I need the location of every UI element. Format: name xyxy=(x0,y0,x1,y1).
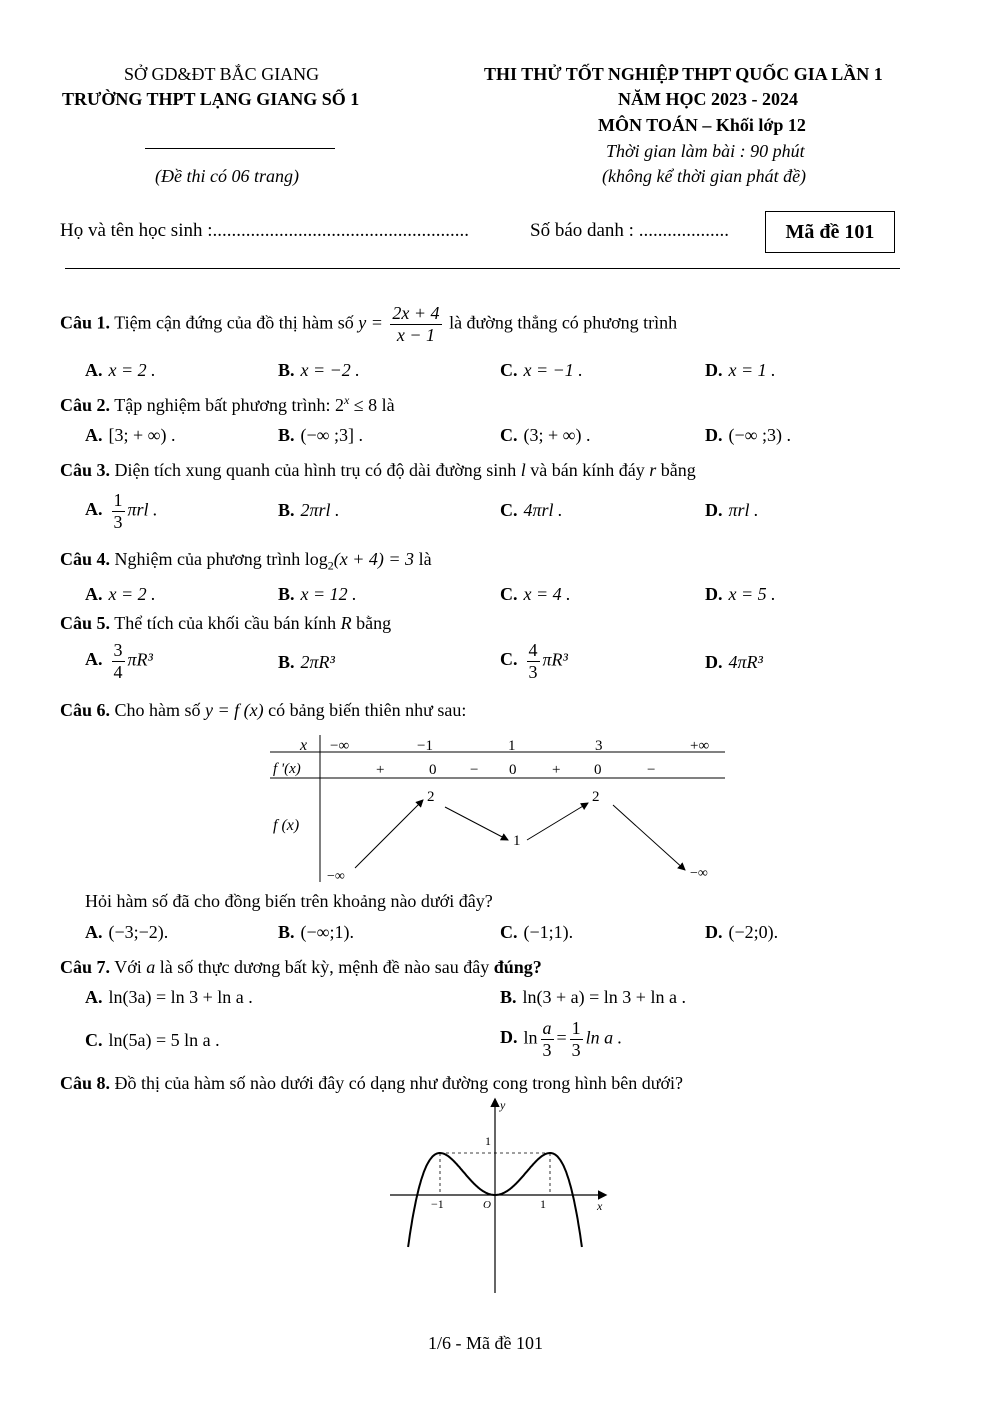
question-8: Câu 8. Đồ thị của hàm số nào dưới đây có dạng như đường cong trong hình bên dưới? xyxy=(60,1073,683,1093)
table-sign-5: + xyxy=(552,762,561,778)
q4-option-d[interactable]: D. x = 5 . xyxy=(705,584,776,604)
table-sign-1: + xyxy=(376,762,385,778)
q1-option-c[interactable]: C. x = −1 . xyxy=(500,360,583,380)
table-x-label: x xyxy=(300,737,308,754)
table-x-val-1: −∞ xyxy=(330,738,350,754)
question-3: Câu 3. Diện tích xung quanh của hình trụ có độ dài đường sinh l và bán kính đáy r bằng xyxy=(60,460,696,480)
q2-option-b[interactable]: B. (−∞ ;3] . xyxy=(278,425,363,445)
table-f-max-2: 2 xyxy=(592,789,600,805)
q6-option-c[interactable]: C. (−1;1). xyxy=(500,922,574,942)
table-x-val-5: +∞ xyxy=(690,738,710,754)
table-arrow-up-2 xyxy=(527,803,588,840)
question-5: Câu 5. Thể tích của khối cầu bán kính R bằng xyxy=(60,613,392,633)
q2-option-a[interactable]: A. [3; + ∞) . xyxy=(85,425,176,445)
q7-option-a[interactable]: A. ln(3a) = ln 3 + ln a . xyxy=(85,987,253,1007)
table-sign-7: − xyxy=(647,762,656,778)
table-x-val-2: −1 xyxy=(417,738,433,754)
table-x-val-4: 3 xyxy=(595,738,603,754)
time-limit: Thời gian làm bài : 90 phút xyxy=(606,141,805,161)
q3-option-c[interactable]: C. 4πrl . xyxy=(500,500,563,520)
header-divider xyxy=(145,148,335,149)
page-footer: 1/6 - Mã đề 101 xyxy=(428,1333,543,1353)
q2-option-c[interactable]: C. (3; + ∞) . xyxy=(500,425,591,445)
question-1-label: Câu 1. xyxy=(60,312,111,333)
q3-option-d[interactable]: D. πrl . xyxy=(705,500,759,520)
q3-option-a[interactable]: A. $\frac{1}{3}$ πrl . xyxy=(85,490,158,532)
q5-option-a[interactable]: A. $\frac{3}{4}$ πR³ xyxy=(85,640,153,682)
q7-option-b[interactable]: B. ln(3 + a) = ln 3 + ln a . xyxy=(500,987,686,1007)
q4-option-c[interactable]: C. x = 4 . xyxy=(500,584,571,604)
function-graph xyxy=(385,1095,615,1295)
question-7: Câu 7. Với a là số thực dương bất kỳ, mệnh đề nào sau đây đúng? xyxy=(60,957,542,977)
table-f-min: 1 xyxy=(513,833,521,849)
table-sign-6: 0 xyxy=(594,762,602,778)
graph-origin-label: O xyxy=(483,1199,491,1211)
graph-y-label: y xyxy=(500,1098,506,1112)
table-f-right-limit: −∞ xyxy=(690,866,708,881)
question-1 xyxy=(60,303,677,345)
q4-option-b[interactable]: B. x = 12 . xyxy=(278,584,357,604)
q7-option-d[interactable]: D. ln $\frac{a}{3}$ = $\frac{1}{3}$ ln a . xyxy=(500,1018,623,1060)
q5-option-c[interactable]: C. $\frac{4}{3}$ πR³ xyxy=(500,640,568,682)
student-id-field[interactable]: Số báo danh : ................... xyxy=(530,220,729,241)
q3-option-b[interactable]: B. 2πrl . xyxy=(278,500,340,520)
question-2: Câu 2. Tập nghiệm bất phương trình: 2$^x$ ≤ 8 là xyxy=(60,393,395,415)
graph-x-label: x xyxy=(597,1199,603,1213)
page-count-note: (Đề thi có 06 trang) xyxy=(155,166,299,186)
question-1-text: Tiệm cận đứng của đồ thị hàm số xyxy=(114,312,354,333)
question-6: Câu 6. Cho hàm số y = f (x) có bảng biến thiên như sau: xyxy=(60,700,467,720)
q6-option-b[interactable]: B. (−∞;1). xyxy=(278,922,354,942)
table-arrow-down-1 xyxy=(445,807,508,840)
q5-option-b[interactable]: B. 2πR³ xyxy=(278,652,335,672)
school-year: NĂM HỌC 2023 - 2024 xyxy=(618,89,798,109)
q2-option-d[interactable]: D. (−∞ ;3) . xyxy=(705,425,791,445)
graph-tick-y: 1 xyxy=(485,1134,491,1148)
table-sign-4: 0 xyxy=(509,762,517,778)
table-sign-2: 0 xyxy=(429,762,437,778)
graph-tick-x-neg: −1 xyxy=(431,1197,444,1211)
table-x-val-3: 1 xyxy=(508,738,516,754)
table-f-left-limit: −∞ xyxy=(327,869,345,884)
q4-option-a[interactable]: A. x = 2 . xyxy=(85,584,156,604)
student-name-field[interactable]: Họ và tên học sinh :...................................................... xyxy=(60,220,470,241)
q1-option-d[interactable]: D. x = 1 . xyxy=(705,360,776,380)
header-bottom-rule xyxy=(65,268,900,269)
table-fp-label: f '(x) xyxy=(273,761,301,777)
table-arrow-up-1 xyxy=(355,800,423,868)
graph-tick-x-pos: 1 xyxy=(540,1197,546,1211)
subject: MÔN TOÁN – Khối lớp 12 xyxy=(598,115,806,135)
q6-option-a[interactable]: A. (−3;−2). xyxy=(85,922,169,942)
exam-code-box: Mã đề 101 xyxy=(765,211,895,253)
exam-title: THI THỬ TỐT NGHIỆP THPT QUỐC GIA LẦN 1 xyxy=(484,64,883,84)
school-name: TRƯỜNG THPT LẠNG GIANG SỐ 1 xyxy=(62,89,360,109)
question-4: Câu 4. Nghiệm của phương trình $\log_2(x + 4) = 3$ là xyxy=(60,549,432,573)
question-1-tail: là đường thẳng có phương trình xyxy=(449,312,678,333)
time-note: (không kể thời gian phát đề) xyxy=(602,166,807,186)
q1-y: y = xyxy=(358,312,383,333)
question-6-prompt: Hỏi hàm số đã cho đồng biến trên khoảng nào dưới đây? xyxy=(85,891,493,911)
q6-option-d[interactable]: D. (−2;0). xyxy=(705,922,779,942)
variation-table xyxy=(265,730,735,885)
q7-option-c[interactable]: C. ln(5a) = 5 ln a . xyxy=(85,1030,220,1050)
q1-option-b[interactable]: B. x = −2 . xyxy=(278,360,360,380)
q1-option-a[interactable]: A. x = 2 . xyxy=(85,360,156,380)
dept-name: SỞ GD&ĐT BẮC GIANG xyxy=(124,64,320,84)
table-f-label: f (x) xyxy=(273,817,300,834)
q5-option-d[interactable]: D. 4πR³ xyxy=(705,652,763,672)
table-f-max-1: 2 xyxy=(427,789,435,805)
table-arrow-down-2 xyxy=(613,805,685,870)
q1-fraction: $\frac{2x + 4}{x - 1}$ xyxy=(392,303,440,345)
table-sign-3: − xyxy=(470,762,479,778)
